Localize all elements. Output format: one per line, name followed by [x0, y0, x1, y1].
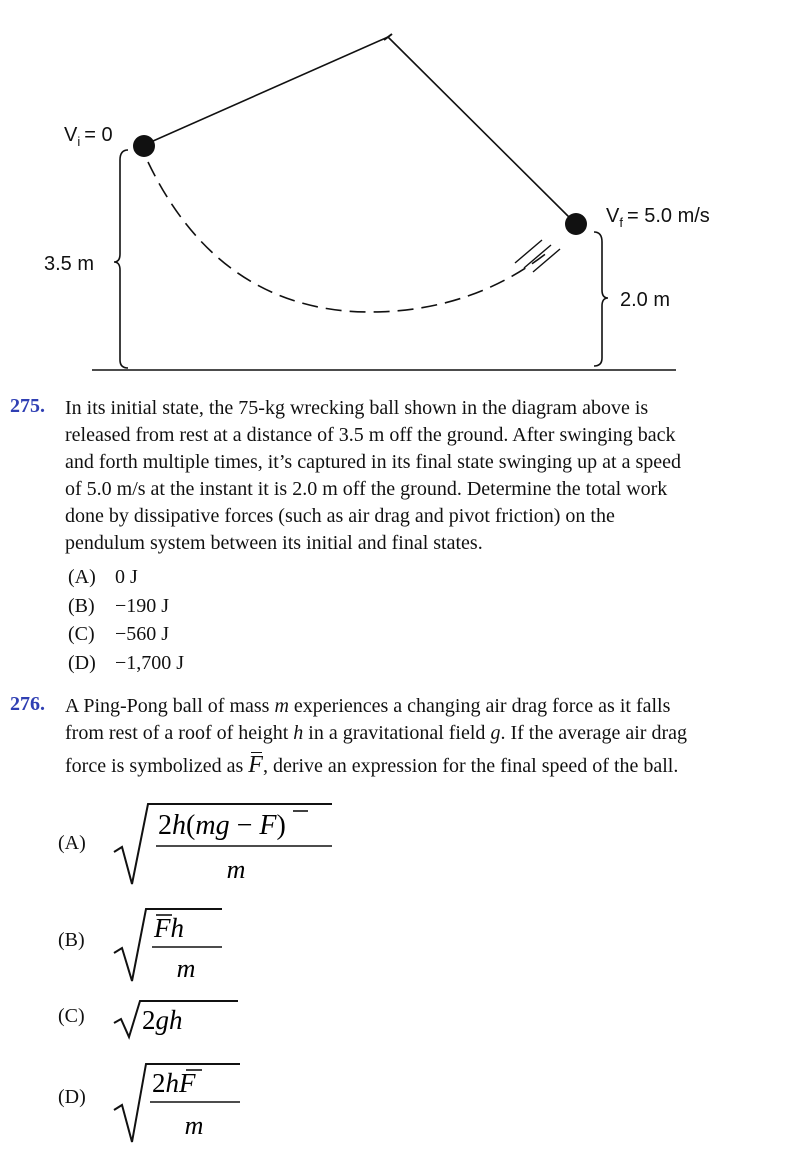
radical-expression-d [110, 1060, 250, 1146]
radical-expression-b [110, 905, 230, 985]
swing-path [148, 162, 548, 312]
problem-275 [10, 395, 780, 677]
problem-number: 275. [10, 395, 45, 417]
problem-text-line: A Ping-Pong ball of mass m experiences a changing air drag force as it falls [65, 695, 671, 717]
problem-text-line: from rest of a roof of height h in a gravitational field g. If the average air drag [65, 722, 687, 744]
problem-text-line: done by dissipative forces (such as air drag and pivot friction) on the [65, 505, 615, 527]
svg-text:m: m [184, 1111, 204, 1140]
choice-d[interactable]: (D) 2hF m [58, 1060, 258, 1146]
left-height-label: 3.5 m [44, 253, 95, 275]
motion-line [524, 245, 551, 268]
final-ball [565, 213, 587, 235]
problem-text-line: and forth multiple times, it’s captured in its final state swinging up at a speed [65, 451, 681, 473]
svg-text:2gh: 2gh [142, 1005, 183, 1035]
svg-text:Fh: Fh [154, 913, 184, 943]
problem-276 [10, 693, 780, 780]
right-height-brace [594, 232, 608, 366]
initial-string [144, 37, 388, 145]
svg-text:2hF: 2hF [152, 1068, 196, 1098]
problem-text-line: pendulum system between its initial and final states. [65, 532, 483, 554]
initial-ball [133, 135, 155, 157]
problem-text-line: released from rest at a distance of 3.5 m off the ground. After swinging back [65, 424, 676, 446]
problem-text [65, 395, 780, 557]
problem-text-line: force is symbolized as F, derive an expression for the final speed of the ball. [65, 752, 679, 778]
final-string [388, 37, 576, 224]
choice-c[interactable]: (C) 2gh [58, 995, 258, 1041]
initial-velocity-label: $V_i = 0$ [64, 124, 113, 149]
choice-b[interactable]: (B) −190 J [68, 594, 170, 617]
choice-c[interactable]: (C) −560 J [68, 623, 170, 645]
svg-text:m: m [226, 855, 246, 884]
left-height-brace [114, 150, 128, 368]
problem-text-line: In its initial state, the 75-kg wrecking ball shown in the diagram above is [65, 397, 649, 419]
choice-d[interactable]: (D) −1,700 J [68, 651, 185, 674]
svg-text:m: m [176, 954, 196, 983]
choice-a[interactable]: (A) 2h(mg − F) m [58, 800, 358, 890]
svg-text:2h(mg − F): 2h(mg − F) [158, 810, 286, 841]
problem-text-line: of 5.0 m/s at the instant it is 2.0 m off the ground. Determine the total work [65, 478, 668, 500]
final-velocity-label: $V_f = 5.0$ m/s [606, 205, 710, 230]
problem-number: 276. [10, 693, 45, 715]
answer-choices [68, 563, 780, 677]
radical-expression-c [110, 995, 250, 1041]
right-height-label: 2.0 m [620, 289, 671, 311]
choice-b[interactable]: (B) Fh m [58, 905, 258, 985]
average-force-symbol: F [248, 752, 263, 778]
choice-a[interactable]: (A) 0 J [68, 566, 138, 588]
problem-text [65, 693, 780, 780]
pendulum-diagram [0, 0, 798, 385]
radical-expression-a [110, 800, 350, 890]
